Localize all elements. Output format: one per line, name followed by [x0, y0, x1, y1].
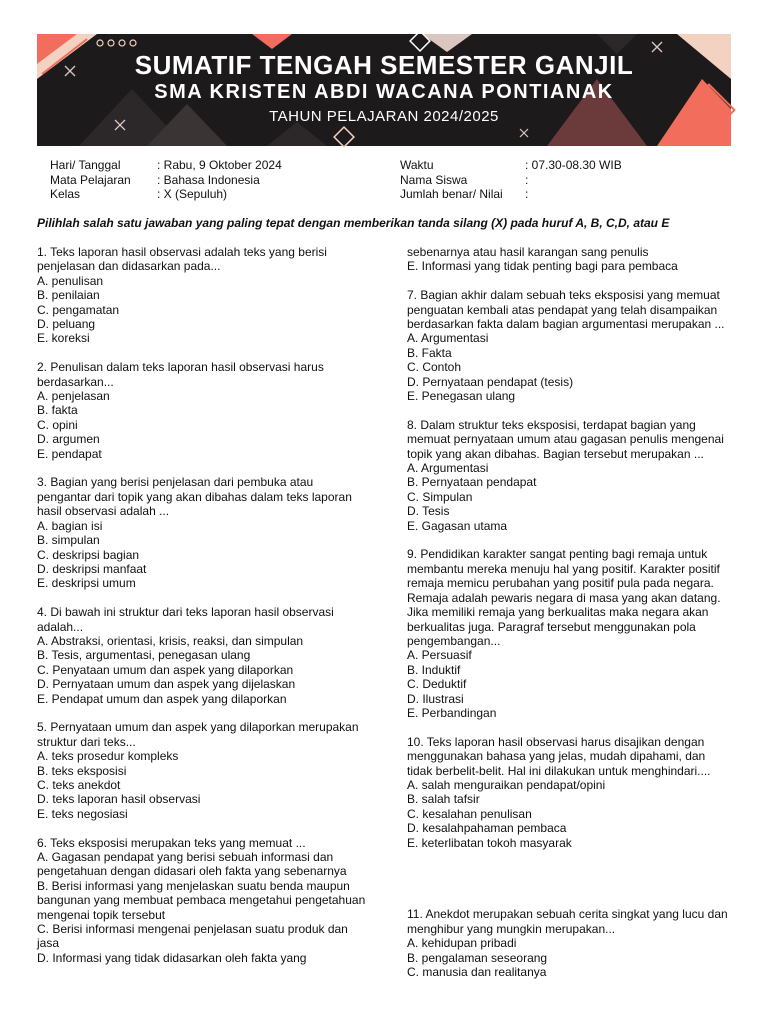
option: C. Deduktif — [407, 677, 467, 692]
option: E. Pendapat umum dan aspek yang dilaporkan — [37, 691, 287, 706]
question-10 — [407, 735, 729, 850]
info-value: : Bahasa Indonesia — [157, 172, 260, 187]
question-text: 11. Anekdot merupakan sebuah cerita singkat yang lucu dan menghibur yang mungkin merupakan... — [407, 907, 728, 936]
info-label: Nama Siswa — [400, 172, 468, 187]
info-right — [400, 158, 622, 202]
option: A. salah menguraikan pendapat/opini — [407, 777, 606, 792]
option: A. Gagasan pendapat yang berisi sebuah informasi dan pengetahuan dengan didasari oleh fakta yang sebenarnya — [37, 849, 347, 879]
option: D. Pernyataan pendapat (tesis) — [407, 374, 574, 389]
questions-right-column — [407, 245, 729, 980]
question-7 — [407, 288, 729, 403]
question-text: 7. Bagian akhir dalam sebuah teks eksposisi yang memuat penguatan kembali atas pendapat yang telah disampaikan berdasarkan fakta dalam bagian argumentasi merupakan ... — [407, 288, 725, 332]
option: E. koreksi — [37, 331, 90, 346]
option-continued: sebenarnya atau hasil karangan sang penulis — [407, 245, 649, 259]
info-label: Hari/ Tanggal — [50, 158, 121, 172]
info-value: : — [525, 187, 529, 201]
option: E. teks negosiasi — [37, 806, 128, 821]
info-label: Mata Pelajaran — [50, 172, 131, 187]
banner-year: TAHUN PELAJARAN 2024/2025 — [269, 108, 499, 125]
option: D. teks laporan hasil observasi — [37, 792, 201, 807]
option: B. Fakta — [407, 345, 452, 360]
option: A. Argumentasi — [407, 331, 489, 346]
option: C. pengamatan — [37, 302, 120, 317]
option: B. salah tafsir — [407, 792, 480, 807]
option: D. Pernyataan umum dan aspek yang dijelaskan — [37, 677, 296, 692]
instruction: Pilihlah salah satu jawaban yang paling tepat dengan memberikan tanda silang (X) pada huruf A, B, C,D, atau E — [37, 216, 670, 230]
option: B. Tesis, argumentasi, penegasan ulang — [37, 648, 251, 663]
question-text: 5. Pernyataan umum dan aspek yang dilaporkan merupakan struktur dari teks... — [37, 720, 359, 749]
option: D. Informasi yang tidak didasarkan oleh fakta yang — [37, 950, 307, 965]
option: E. Gagasan utama — [407, 518, 508, 533]
info-label: Kelas — [50, 187, 81, 201]
question-5 — [37, 720, 367, 821]
option: D. Ilustrasi — [407, 691, 464, 706]
info-row-subject — [50, 173, 282, 188]
question-6 — [37, 836, 367, 966]
question-9 — [407, 547, 729, 720]
option: B. Pernyataan pendapat — [407, 475, 537, 490]
option: D. peluang — [37, 317, 96, 332]
question-8 — [407, 418, 729, 533]
option: D. Tesis — [407, 504, 450, 519]
info-row-date — [50, 158, 282, 173]
question-text: 4. Di bawah ini struktur dari teks laporan hasil observasi adalah... — [37, 605, 334, 634]
option: C. Contoh — [407, 360, 462, 375]
option: D. deskripsi manfaat — [37, 561, 147, 576]
exam-banner — [37, 34, 731, 146]
question-1 — [37, 245, 367, 346]
option: C. teks anekdot — [37, 777, 121, 792]
option: C. opini — [37, 417, 78, 432]
question-text: 10. Teks laporan hasil observasi harus disajikan dengan menggunakan bahasa yang jelas, mudah dipahami, dan tidak berbelit-belit. Hal ini dilakukan untuk menghindari.... — [407, 734, 711, 778]
option: A. kehidupan pribadi — [407, 936, 517, 951]
option: A. Abstraksi, orientasi, krisis, reaksi, dan simpulan — [37, 633, 304, 648]
info-row-student-name — [400, 173, 622, 188]
option: A. penulisan — [37, 273, 104, 288]
option: B. penilaian — [37, 288, 100, 303]
option: A. penjelasan — [37, 389, 110, 404]
option: C. kesalahan penulisan — [407, 806, 532, 821]
spacer — [407, 864, 729, 907]
option: C. Berisi informasi mengenai penjelasan suatu produk dan jasa — [37, 922, 348, 951]
option: A. Argumentasi — [407, 461, 489, 476]
banner-title: SUMATIF TENGAH SEMESTER GANJIL — [134, 50, 634, 80]
info-value: : 07.30-08.30 WIB — [525, 158, 622, 172]
option: A. Persuasif — [407, 648, 472, 663]
option: B. pengalaman seseorang — [407, 950, 548, 965]
option: E. Informasi yang tidak penting bagi para pembaca — [407, 259, 678, 274]
option: E. pendapat — [37, 446, 102, 461]
info-value: : — [525, 172, 529, 187]
option: C. manusia dan realitanya — [407, 965, 547, 980]
option: B. Induktif — [407, 662, 461, 677]
option: B. Berisi informasi yang menjelaskan suatu benda maupun bangunan yang membuat pembaca mengetahui pengetahuan mengenai topik tersebut — [37, 878, 366, 922]
option: C. Simpulan — [407, 489, 473, 504]
info-row-score — [400, 187, 622, 202]
option: B. fakta — [37, 403, 78, 418]
info-row-class — [50, 187, 282, 202]
option: C. deskripsi bagian — [37, 547, 140, 562]
info-left — [50, 158, 282, 202]
question-text: 6. Teks eksposisi merupakan teks yang memuat ... — [37, 835, 306, 850]
question-3 — [37, 475, 367, 590]
info-value: : X (Sepuluh) — [157, 187, 228, 201]
question-text: 1. Teks laporan hasil observasi adalah teks yang berisi penjelasan dan didasarkan pada... — [37, 245, 327, 274]
option: E. deskripsi umum — [37, 576, 136, 591]
question-text: 3. Bagian yang berisi penjelasan dari pembuka atau pengantar dari topik yang akan dibahas dalam teks laporan hasil observasi adalah ... — [37, 475, 352, 519]
option: A. bagian isi — [37, 518, 103, 533]
question-6-continued — [407, 245, 729, 274]
option: E. Perbandingan — [407, 705, 497, 720]
questions-left-column — [37, 245, 367, 971]
question-text: 9. Pendidikan karakter sangat penting bagi remaja untuk membantu mereka menuju hal yang positif. Karakter positif remaja memicu perubahan yang positif pula pada negara. Remaja adalah pewaris negara di masa yang akan datang. Jika memiliki remaja yang berkualitas maka negara akan berkualitas juga. Paragraf tersebut menggunakan pola pengembangan... — [407, 547, 721, 648]
option: B. simpulan — [37, 533, 100, 548]
option: B. teks eksposisi — [37, 763, 127, 778]
option: A. teks prosedur kompleks — [37, 749, 179, 764]
info-row-time — [400, 158, 622, 173]
option: D. argumen — [37, 432, 100, 447]
question-text: 8. Dalam struktur teks eksposisi, terdapat bagian yang memuat pernyataan umum atau gagasan penulis mengenai topik yang akan dibahas. Bagian tersebut merupakan ... — [407, 417, 724, 461]
info-label: Waktu — [400, 158, 434, 172]
option: D. kesalahpahaman pembaca — [407, 821, 567, 836]
option: E. Penegasan ulang — [407, 389, 516, 404]
question-2 — [37, 360, 367, 461]
banner-school: SMA KRISTEN ABDI WACANA PONTIANAK — [154, 81, 614, 103]
option: E. keterlibatan tokoh masyarak — [407, 835, 572, 850]
info-value: : Rabu, 9 Oktober 2024 — [157, 158, 282, 172]
info-label: Jumlah benar/ Nilai — [400, 187, 503, 201]
question-11 — [407, 907, 729, 979]
option: C. Penyataan umum dan aspek yang dilaporkan — [37, 662, 294, 677]
question-4 — [37, 605, 367, 706]
question-text: 2. Penulisan dalam teks laporan hasil observasi harus berdasarkan... — [37, 360, 324, 389]
